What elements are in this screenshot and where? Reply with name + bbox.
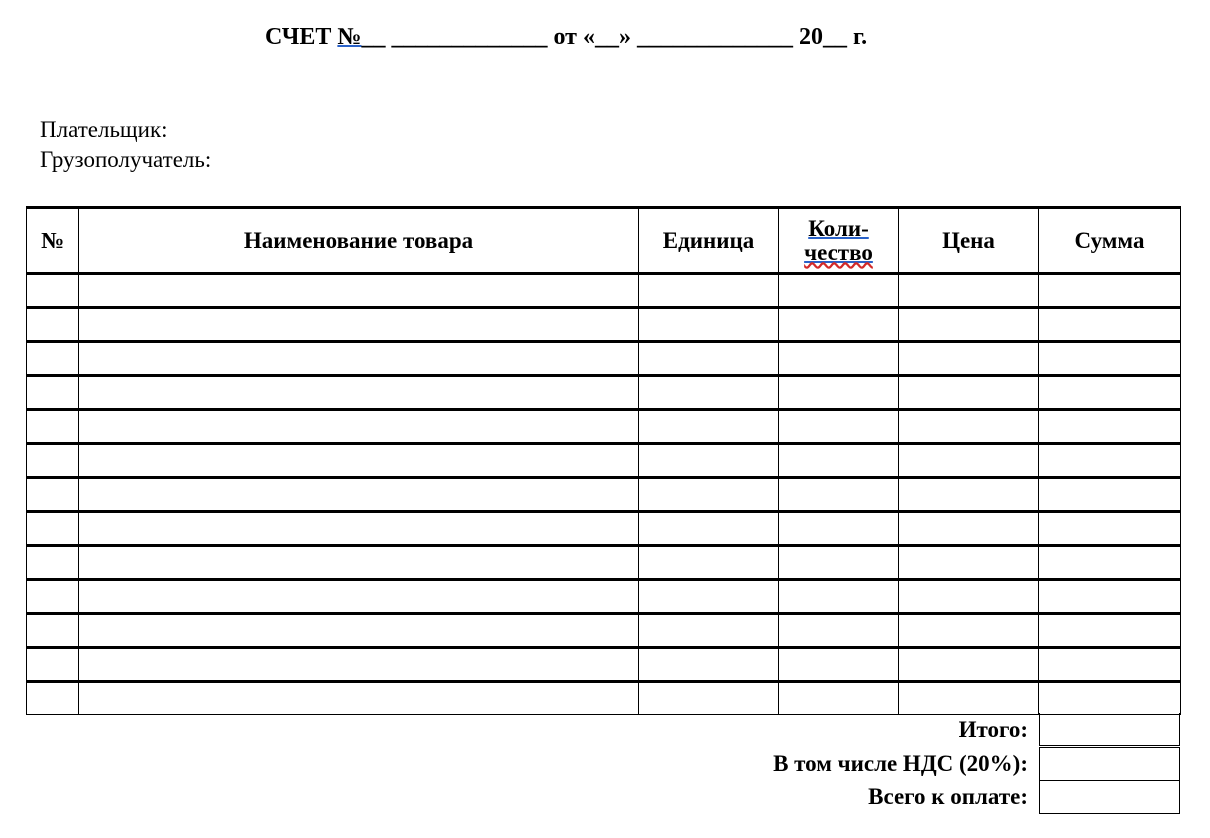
table-body: [27, 274, 1181, 715]
title-number-sign: №: [337, 24, 362, 50]
unit-cell[interactable]: [639, 648, 779, 682]
quantity-cell[interactable]: [779, 512, 899, 546]
vat-value-cell[interactable]: [1039, 747, 1180, 781]
product-name-cell[interactable]: [79, 308, 639, 342]
quantity-cell[interactable]: [779, 614, 899, 648]
number-cell[interactable]: [27, 682, 79, 715]
table-row: [27, 512, 1181, 546]
unit-cell[interactable]: [639, 444, 779, 478]
unit-cell[interactable]: [639, 410, 779, 444]
price-cell[interactable]: [899, 410, 1039, 444]
number-cell[interactable]: [27, 546, 79, 580]
unit-cell[interactable]: [639, 546, 779, 580]
price-cell[interactable]: [899, 614, 1039, 648]
column-header-unit: Единица: [639, 208, 779, 274]
grand-total-label: Всего к оплате:: [868, 784, 1028, 809]
sum-cell[interactable]: [1039, 478, 1181, 512]
unit-cell[interactable]: [639, 512, 779, 546]
number-cell[interactable]: [27, 308, 79, 342]
product-name-cell[interactable]: [79, 580, 639, 614]
number-cell[interactable]: [27, 648, 79, 682]
price-cell[interactable]: [899, 580, 1039, 614]
vat-row: [26, 747, 1180, 781]
price-cell[interactable]: [899, 342, 1039, 376]
totals-section: [26, 713, 1180, 814]
grand-total-value-cell[interactable]: [1039, 780, 1180, 814]
quantity-cell[interactable]: [779, 580, 899, 614]
table-row: [27, 546, 1181, 580]
quantity-cell[interactable]: [779, 648, 899, 682]
number-cell[interactable]: [27, 444, 79, 478]
quantity-cell[interactable]: [779, 410, 899, 444]
quantity-header-text: [804, 217, 873, 265]
sum-cell[interactable]: [1039, 410, 1181, 444]
total-value-cell[interactable]: [1039, 713, 1180, 746]
price-cell[interactable]: [899, 546, 1039, 580]
table-row: [27, 342, 1181, 376]
quantity-cell[interactable]: [779, 682, 899, 715]
quantity-cell[interactable]: [779, 376, 899, 410]
product-name-cell[interactable]: [79, 478, 639, 512]
number-cell[interactable]: [27, 478, 79, 512]
number-cell[interactable]: [27, 614, 79, 648]
table-row: [27, 682, 1181, 715]
price-cell[interactable]: [899, 444, 1039, 478]
product-name-cell[interactable]: [79, 342, 639, 376]
number-cell[interactable]: [27, 410, 79, 444]
sum-cell[interactable]: [1039, 614, 1181, 648]
price-cell[interactable]: [899, 648, 1039, 682]
vat-label: В том числе НДС (20%):: [773, 750, 1028, 776]
quantity-cell[interactable]: [779, 342, 899, 376]
price-cell[interactable]: [899, 308, 1039, 342]
table-row: [27, 274, 1181, 308]
grand-total-row: [26, 780, 1180, 814]
table-header-row: [27, 208, 1181, 274]
unit-cell[interactable]: [639, 274, 779, 308]
quantity-cell[interactable]: [779, 444, 899, 478]
title-rest: __ _____________ от «__» _____________ 20__ г.: [361, 24, 868, 50]
sum-cell[interactable]: [1039, 546, 1181, 580]
sum-cell[interactable]: [1039, 682, 1181, 715]
product-name-cell[interactable]: [79, 274, 639, 308]
price-cell[interactable]: [899, 682, 1039, 715]
column-header-number: №: [27, 208, 79, 274]
consignee-label: Грузополучатель:: [40, 147, 212, 172]
column-header-price: Цена: [899, 208, 1039, 274]
number-cell[interactable]: [27, 580, 79, 614]
sum-cell[interactable]: [1039, 648, 1181, 682]
unit-cell[interactable]: [639, 682, 779, 715]
unit-cell[interactable]: [639, 580, 779, 614]
column-header-quantity: [779, 208, 899, 274]
items-table: [26, 206, 1181, 715]
price-cell[interactable]: [899, 274, 1039, 308]
unit-cell[interactable]: [639, 342, 779, 376]
sum-cell[interactable]: [1039, 274, 1181, 308]
number-cell[interactable]: [27, 512, 79, 546]
quantity-cell[interactable]: [779, 308, 899, 342]
table-row: [27, 614, 1181, 648]
column-header-product-name: Наименование товара: [79, 208, 639, 274]
unit-cell[interactable]: [639, 308, 779, 342]
product-name-cell[interactable]: [79, 682, 639, 715]
number-cell[interactable]: [27, 274, 79, 308]
quantity-cell[interactable]: [779, 546, 899, 580]
quantity-cell[interactable]: [779, 478, 899, 512]
product-name-cell[interactable]: [79, 512, 639, 546]
sum-cell[interactable]: [1039, 342, 1181, 376]
table-row: [27, 444, 1181, 478]
table-row: [27, 308, 1181, 342]
sum-cell[interactable]: [1039, 308, 1181, 342]
product-name-cell[interactable]: [79, 410, 639, 444]
number-cell[interactable]: [27, 376, 79, 410]
title-prefix: СЧЕТ: [265, 24, 338, 50]
product-name-cell[interactable]: [79, 376, 639, 410]
column-header-sum: Сумма: [1039, 208, 1181, 274]
sum-cell[interactable]: [1039, 512, 1181, 546]
number-cell[interactable]: [27, 342, 79, 376]
product-name-cell[interactable]: [79, 444, 639, 478]
invoice-title: [265, 22, 867, 52]
quantity-header-line1: Коли-: [808, 215, 869, 241]
quantity-cell[interactable]: [779, 274, 899, 308]
unit-cell[interactable]: [639, 614, 779, 648]
table-row: [27, 478, 1181, 512]
product-name-cell[interactable]: [79, 614, 639, 648]
unit-cell[interactable]: [639, 376, 779, 410]
payer-label: Плательщик:: [40, 117, 168, 142]
total-label: Итого:: [958, 717, 1028, 742]
table-row: [27, 648, 1181, 682]
total-row: [26, 713, 1180, 747]
price-cell[interactable]: [899, 478, 1039, 512]
price-cell[interactable]: [899, 512, 1039, 546]
price-cell[interactable]: [899, 376, 1039, 410]
sum-cell[interactable]: [1039, 444, 1181, 478]
sum-cell[interactable]: [1039, 580, 1181, 614]
table-row: [27, 410, 1181, 444]
table-row: [27, 580, 1181, 614]
table-row: [27, 376, 1181, 410]
unit-cell[interactable]: [639, 478, 779, 512]
product-name-cell[interactable]: [79, 648, 639, 682]
product-name-cell[interactable]: [79, 546, 639, 580]
quantity-header-line2: чество: [804, 239, 873, 265]
sum-cell[interactable]: [1039, 376, 1181, 410]
